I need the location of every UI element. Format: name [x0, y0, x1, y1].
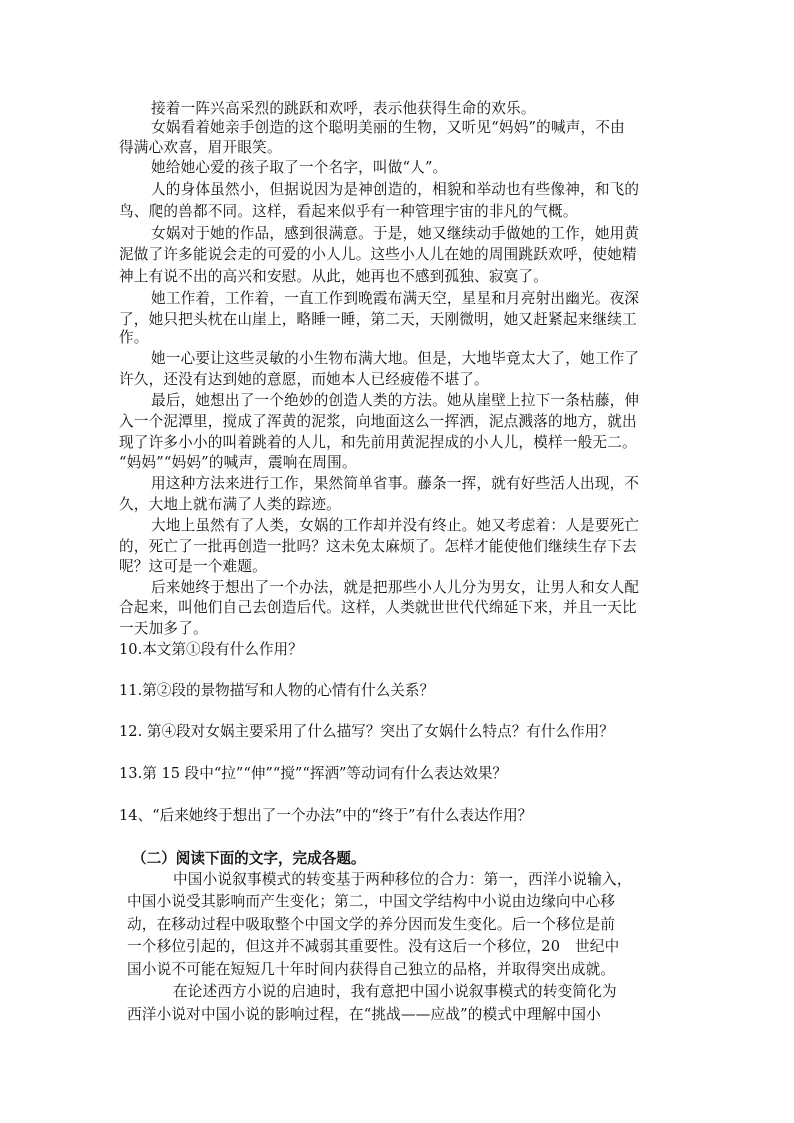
- passage1-line-24: 后来她终于想出了一个办法，就是把那些小人儿分为男女，让男人和女人配: [151, 579, 640, 596]
- passage1-line-16: 入一个泥潭里，搅成了浑黄的泥浆，向地面这么一挥洒，泥点溅落的地方，就出: [119, 413, 637, 430]
- question-12: 12. 第④段对女娲主要采用了什么描写？突出了女娲什么特点？有什么作用？: [119, 723, 614, 740]
- passage1-line-18: “妈妈”“妈妈”的喊声，震响在周围。: [119, 454, 357, 471]
- passage1-line-5: 人的身体虽然小，但据说因为是神创造的，相貌和举动也有些像神，和飞的: [151, 181, 640, 198]
- passage1-line-10: 她工作着，工作着，一直工作到晚霞布满天空，星星和月亮射出幽光。夜深: [151, 290, 640, 307]
- passage1-line-6: 鸟、爬的兽都不同。这样，看起来似乎有一种管理宇宙的非凡的气概。: [119, 203, 578, 220]
- passage2-line-6: 在论述西方小说的启迪时，我有意把中国小说叙事模式的转变简化为: [173, 983, 617, 1000]
- passage1-line-17: 现了许多小小的叫着跳着的人儿，和先前用黄泥捏成的小人儿，模样一般无二。: [119, 434, 637, 451]
- passage2-line-7: 西洋小说对中国小说的影响过程，在“挑战——应战”的模式中理解中国小: [127, 1006, 601, 1023]
- passage1-line-13: 她一心要让这些灵敏的小生物布满大地。但是，大地毕竟太大了，她工作了: [151, 350, 640, 367]
- passage1-line-4: 她给她心爱的孩子取了一个名字，叫做“人”。: [151, 159, 448, 176]
- passage1-line-15: 最后，她想出了一个绝妙的创造人类的方法。她从崖壁上拉下一条枯藤，伸: [151, 392, 640, 409]
- passage2-line-5: 国小说不可能在短短几十年时间内获得自己独立的品格，并取得突出成就。: [127, 961, 616, 978]
- passage1-line-11: 了，她只把头枕在山崖上，略睡一睡，第二天，天刚微明，她又赶紧起来继续工: [119, 311, 637, 328]
- passage1-line-26: 一天加多了。: [119, 620, 208, 637]
- question-14: 14、“后来她终于想出了一个办法”中的“终于”有什么表达作用？: [119, 807, 533, 824]
- passage1-line-9: 神上有说不出的高兴和安慰。从此，她再也不感到孤独、寂寞了。: [119, 268, 549, 285]
- passage1-line-22: 的，死亡了一批再创造一批吗？这未免太麻烦了。怎样才能使他们继续生存下去: [119, 538, 637, 555]
- passage1-line-25: 合起来，叫他们自己去创造后代。这样，人类就世世代代绵延下来，并且一天比: [119, 599, 637, 616]
- passage1-line-12: 作。: [119, 329, 149, 346]
- passage2-line-2: 中国小说受其影响而产生变化；第二，中国文学结构中小说由边缘向中心移: [127, 893, 616, 910]
- question-11: 11.第②段的景物描写和人物的心情有什么关系？: [119, 682, 435, 699]
- passage1-line-20: 久，大地上就布满了人类的踪迹。: [119, 496, 341, 513]
- section-heading: （二）阅读下面的文字，完成各题。: [132, 850, 366, 867]
- passage1-line-7: 女娲对于她的作品，感到很满意。于是，她又继续动手做她的工作，她用黄: [151, 225, 640, 242]
- passage1-line-8: 泥做了许多能说会走的可爱的小人儿。这些小人儿在她的周围跳跃欢呼，使她精: [119, 246, 637, 263]
- passage2-line-3: 动，在移动过程中吸取整个中国文学的养分因而发生变化。后一个移位是前: [127, 916, 616, 933]
- passage1-line-14: 许久，还没有达到她的意愿，而她本人已经疲倦不堪了。: [119, 371, 489, 388]
- passage1-line-21: 大地上虽然有了人类，女娲的工作却并没有终止。她又考虑着：人是要死亡: [151, 517, 640, 534]
- passage1-line-2: 女娲看着她亲手创造的这个聪明美丽的生物，又听见“妈妈”的喊声，不由: [151, 119, 625, 136]
- passage2-line-4: 一个移位引起的，但这并不减弱其重要性。没有这后一个移位，20 世纪中: [127, 938, 620, 955]
- passage1-line-1: 接着一阵兴高采烈的跳跃和欢呼，表示他获得生命的欢乐。: [151, 100, 536, 117]
- passage2-line-1: 中国小说叙事模式的转变基于两种移位的合力：第一，西洋小说输入，: [173, 871, 632, 888]
- question-13: 13.第 15 段中“拉”“伸”“搅”“挥洒”等动词有什么表达效果？: [119, 765, 508, 782]
- passage1-line-23: 呢？这可是一个难题。: [119, 558, 267, 575]
- question-10: 10.本文第①段有什么作用？: [119, 641, 303, 658]
- passage1-line-19: 用这种方法来进行工作，果然简单省事。藤条一挥，就有好些活人出现，不: [151, 475, 640, 492]
- passage1-line-3: 得满心欢喜，眉开眼笑。: [119, 139, 282, 156]
